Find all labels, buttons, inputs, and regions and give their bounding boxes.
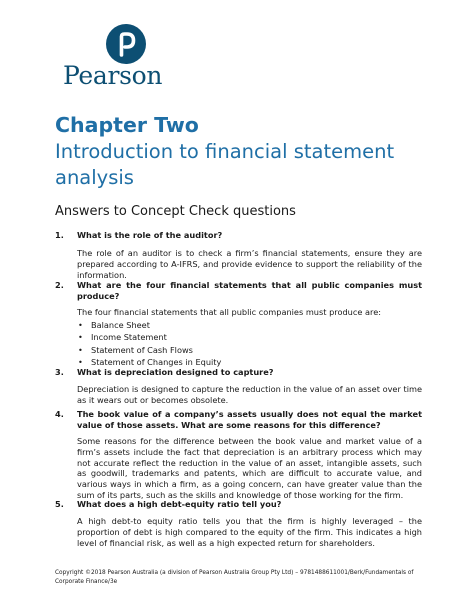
question-text: What is the role of the auditor? [77, 230, 223, 240]
question-2 [55, 280, 422, 301]
page-footer: Copyright ©2018 Pearson Australia (a division of Pearson Australia Group Pty Ltd) – 9781488611001/Berk/Fundamentals of Corporate Finance/3e [55, 570, 414, 585]
question-text: What are the four financial statements that all public companies must produce? [77, 280, 422, 301]
list-item: • Balance Sheet [78, 320, 150, 330]
question-3 [55, 367, 422, 378]
question-number: 5. [55, 499, 64, 509]
answer-4: Some reasons for the difference between the book value and market value of a firm’s assets include the fact that depreciation is an arbitrary process which may not accurate reflect the reduction in the value of an asset, intangible assets, such as goodwill, trademarks and patents, which are difficult to accurate value, and various ways in which a firm, as a going concern, can have greater value than the sum of its parts, such as the skills and knowledge of those working for the firm. [77, 436, 422, 500]
answer-5: A high debt-to equity ratio tells you that the firm is highly leveraged – the proportion of debt is high compared to the equity of the firm. This indicates a high level of financial risk, as well as a high expected return for shareholders. [77, 516, 422, 548]
list-item: • Income Statement [78, 332, 167, 343]
list-item: • Statement of Changes in Equity [78, 356, 222, 367]
question-4 [55, 409, 422, 430]
question-5 [55, 499, 422, 510]
question-number: 4. [55, 409, 64, 419]
chapter-label: Chapter Two [55, 113, 199, 137]
question-number: 3. [55, 367, 64, 377]
financial-statements-list [77, 320, 377, 369]
answer-2: The four financial statements that all public companies must produce are: [77, 307, 381, 317]
chapter-title: Introduction to financial statement analysis [55, 140, 395, 189]
question-1 [55, 230, 422, 241]
section-heading: Answers to Concept Check questions [55, 204, 296, 219]
question-number: 1. [55, 230, 64, 240]
answer-1: The role of an auditor is to check a firm’s financial statements, ensure they are prepared according to A-IFRS, and provide evidence to support the reliability of the information. [77, 248, 422, 280]
question-text: What is depreciation designed to capture? [77, 367, 274, 377]
list-item: • Statement of Cash Flows [78, 344, 193, 355]
answer-3: Depreciation is designed to capture the reduction in the value of an asset over time as it wears out or becomes obsolete. [77, 384, 422, 405]
question-text: The book value of a company’s assets usually does not equal the market value of those assets. What are some reasons for this difference? [77, 409, 422, 430]
question-number: 2. [55, 280, 64, 290]
brand-name: Pearson [63, 61, 163, 90]
pearson-p-logo-icon [106, 24, 146, 64]
question-text: What does a high debt-equity ratio tell you? [77, 499, 282, 509]
